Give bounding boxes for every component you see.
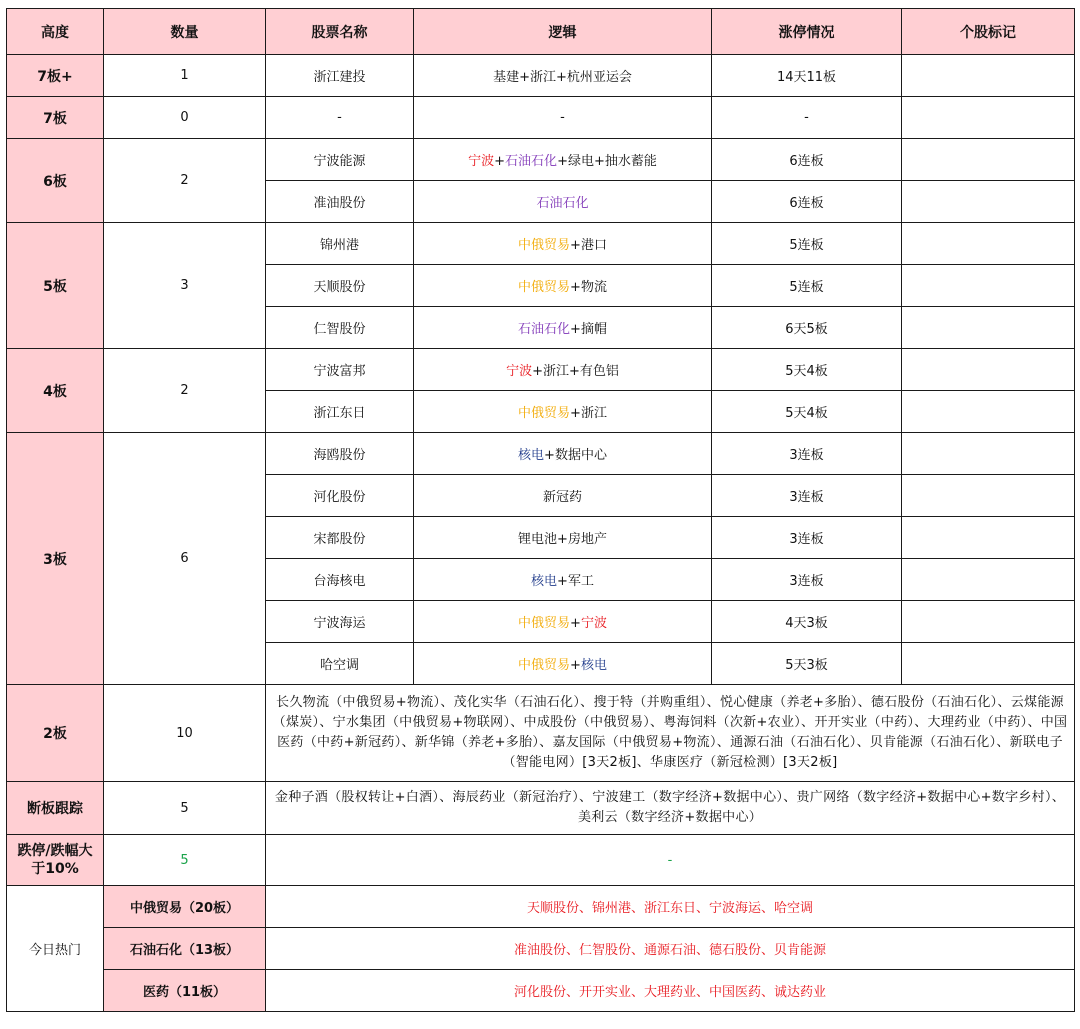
- stock-logic: [414, 349, 712, 391]
- board-height: 6板: [7, 139, 104, 223]
- board-height: 7板: [7, 97, 104, 139]
- stock-mark: [902, 475, 1075, 517]
- stock-name: 哈空调: [266, 643, 414, 685]
- limit-status: 5连板: [712, 265, 902, 307]
- limit-status: -: [712, 97, 902, 139]
- stock-row: [7, 223, 1075, 265]
- stock-name: 宁波富邦: [266, 349, 414, 391]
- header-stock-name: 股票名称: [266, 9, 414, 55]
- logic-segment: +绿电+抽水蓄能: [557, 154, 657, 169]
- board-rows: [7, 55, 1075, 685]
- board-count: 1: [104, 55, 266, 97]
- logic-segment: 核电: [531, 574, 558, 589]
- board-count: 3: [104, 223, 266, 349]
- stock-name: 锦州港: [266, 223, 414, 265]
- broken-board-list: 金种子酒（股权转让+白酒）、海辰药业（新冠治疗）、宁波建工（数字经济+数据中心）、贵广网络（数字经济+数据中心+数字乡村）、美利云（数字经济+数据中心）: [266, 782, 1075, 835]
- stock-name: 天顺股份: [266, 265, 414, 307]
- stock-logic: [414, 391, 712, 433]
- limit-status: 6连板: [712, 139, 902, 181]
- hot-row-3: [7, 970, 1075, 1012]
- logic-segment: 宁波: [580, 616, 607, 631]
- hot-stocks-2: 准油股份、仁智股份、通源石油、德石股份、贝肯能源: [266, 928, 1075, 970]
- stock-mark: [902, 139, 1075, 181]
- hot-stocks-3: 河化股份、开开实业、大理药业、中国医药、诚达药业: [266, 970, 1075, 1012]
- stock-mark: [902, 391, 1075, 433]
- two-board-count: 10: [104, 685, 266, 782]
- logic-segment: 中俄贸易: [518, 280, 571, 295]
- stock-row: [7, 433, 1075, 475]
- limit-down-count: 5: [104, 835, 266, 886]
- broken-board-count: 5: [104, 782, 266, 835]
- stock-logic: [414, 307, 712, 349]
- stock-name: 台海核电: [266, 559, 414, 601]
- limit-down-label: 跌停/跌幅大于10%: [7, 835, 104, 886]
- logic-segment: +: [494, 154, 506, 169]
- stock-mark: [902, 97, 1075, 139]
- stock-mark: [902, 433, 1075, 475]
- hot-sector-1: 中俄贸易（20板）: [104, 886, 266, 928]
- stock-name: 宋都股份: [266, 517, 414, 559]
- logic-segment: 核电: [580, 658, 607, 673]
- hot-row-1: [7, 886, 1075, 928]
- stock-mark: [902, 643, 1075, 685]
- limit-status: 4天3板: [712, 601, 902, 643]
- limit-status: 3连板: [712, 433, 902, 475]
- stock-name: 浙江东日: [266, 391, 414, 433]
- logic-segment: +港口: [570, 238, 607, 253]
- stock-name: 浙江建投: [266, 55, 414, 97]
- stock-name: 海鸥股份: [266, 433, 414, 475]
- limit-status: 3连板: [712, 475, 902, 517]
- stock-logic: [414, 643, 712, 685]
- stock-logic: [414, 265, 712, 307]
- header-limit-status: 涨停情况: [712, 9, 902, 55]
- stock-mark: [902, 349, 1075, 391]
- board-count: 0: [104, 97, 266, 139]
- logic-segment: 石油石化: [505, 154, 558, 169]
- logic-segment: 石油石化: [536, 196, 589, 211]
- logic-segment: +物流: [570, 280, 607, 295]
- stock-row: [7, 55, 1075, 97]
- board-height: 5板: [7, 223, 104, 349]
- limit-status: 3连板: [712, 517, 902, 559]
- stock-name: 仁智股份: [266, 307, 414, 349]
- stock-name: 宁波能源: [266, 139, 414, 181]
- board-count: 2: [104, 139, 266, 223]
- stock-name: 宁波海运: [266, 601, 414, 643]
- stock-mark: [902, 307, 1075, 349]
- stock-mark: [902, 559, 1075, 601]
- stock-logic: [414, 433, 712, 475]
- stock-name: 准油股份: [266, 181, 414, 223]
- stock-mark: [902, 601, 1075, 643]
- two-board-height: 2板: [7, 685, 104, 782]
- stock-logic: [414, 475, 712, 517]
- hot-stocks-1: 天顺股份、锦州港、浙江东日、宁波海运、哈空调: [266, 886, 1075, 928]
- stock-logic: [414, 559, 712, 601]
- limit-status: 5天4板: [712, 391, 902, 433]
- limit-status: 5连板: [712, 223, 902, 265]
- limit-status: 6连板: [712, 181, 902, 223]
- logic-segment: 宁波: [468, 154, 495, 169]
- logic-segment: +摘帽: [570, 322, 607, 337]
- logic-segment: +: [570, 616, 581, 631]
- header-logic: 逻辑: [414, 9, 712, 55]
- header-row: [7, 9, 1075, 55]
- logic-segment: +军工: [557, 574, 594, 589]
- stock-mark: [902, 181, 1075, 223]
- logic-segment: +数据中心: [544, 448, 607, 463]
- header-count: 数量: [104, 9, 266, 55]
- stock-mark: [902, 55, 1075, 97]
- stock-name: 河化股份: [266, 475, 414, 517]
- stock-logic: [414, 139, 712, 181]
- logic-segment: +浙江+有色铝: [532, 364, 619, 379]
- board-count: 2: [104, 349, 266, 433]
- summary-rows: [7, 685, 1075, 1012]
- logic-segment: 基建+浙江+杭州亚运会: [493, 70, 632, 85]
- stock-mark: [902, 223, 1075, 265]
- broken-board-row: [7, 782, 1075, 835]
- logic-segment: 中俄贸易: [518, 616, 571, 631]
- stock-name: -: [266, 97, 414, 139]
- logic-segment: 新冠药: [542, 490, 582, 505]
- hot-label: 今日热门: [7, 886, 104, 1012]
- stock-logic: [414, 223, 712, 265]
- broken-board-label: 断板跟踪: [7, 782, 104, 835]
- stock-logic: [414, 181, 712, 223]
- stock-mark: [902, 517, 1075, 559]
- two-board-list: 长久物流（中俄贸易+物流）、茂化实华（石油石化）、搜于特（并购重组）、悦心健康（养老+多胎）、德石股份（石油石化）、云煤能源（煤炭）、宁水集团（中俄贸易+物联网）、中成股份（中俄贸易）、粤海饲料（次新+农业）、开开实业（中药）、大理药业（中药）、中国医药（中药+新冠药）、新华锦（养老+多胎）、嘉友国际（中俄贸易+物流）、通源石油（石油石化）、贝肯能源（石油石化）、新联电子（智能电网）[3天2板]、华康医疗（新冠检测）[3天2板]: [266, 685, 1075, 782]
- stock-logic: [414, 517, 712, 559]
- limit-down-list: -: [266, 835, 1075, 886]
- logic-segment: -: [560, 110, 565, 125]
- limit-up-table: [6, 8, 1075, 1012]
- board-count: 6: [104, 433, 266, 685]
- stock-mark: [902, 265, 1075, 307]
- logic-segment: 中俄贸易: [518, 238, 571, 253]
- logic-segment: 核电: [518, 448, 545, 463]
- limit-status: 6天5板: [712, 307, 902, 349]
- stock-row: [7, 349, 1075, 391]
- logic-segment: +: [570, 658, 581, 673]
- logic-segment: 锂电池+房地产: [518, 532, 607, 547]
- limit-status: 5天3板: [712, 643, 902, 685]
- hot-sector-3: 医药（11板）: [104, 970, 266, 1012]
- limit-down-row: [7, 835, 1075, 886]
- limit-status: 5天4板: [712, 349, 902, 391]
- logic-segment: 宁波: [506, 364, 533, 379]
- board-height: 7板+: [7, 55, 104, 97]
- board-height: 3板: [7, 433, 104, 685]
- hot-row-2: [7, 928, 1075, 970]
- board-height: 4板: [7, 349, 104, 433]
- hot-sector-2: 石油石化（13板）: [104, 928, 266, 970]
- two-board-row: [7, 685, 1075, 782]
- limit-status: 3连板: [712, 559, 902, 601]
- stock-logic: [414, 55, 712, 97]
- stock-logic: [414, 97, 712, 139]
- header-stock-mark: 个股标记: [902, 9, 1075, 55]
- limit-status: 14天11板: [712, 55, 902, 97]
- stock-row: [7, 139, 1075, 181]
- logic-segment: 中俄贸易: [518, 406, 571, 421]
- stock-row: [7, 97, 1075, 139]
- logic-segment: +浙江: [570, 406, 607, 421]
- stock-logic: [414, 601, 712, 643]
- logic-segment: 中俄贸易: [518, 658, 571, 673]
- header-height: 高度: [7, 9, 104, 55]
- logic-segment: 石油石化: [518, 322, 571, 337]
